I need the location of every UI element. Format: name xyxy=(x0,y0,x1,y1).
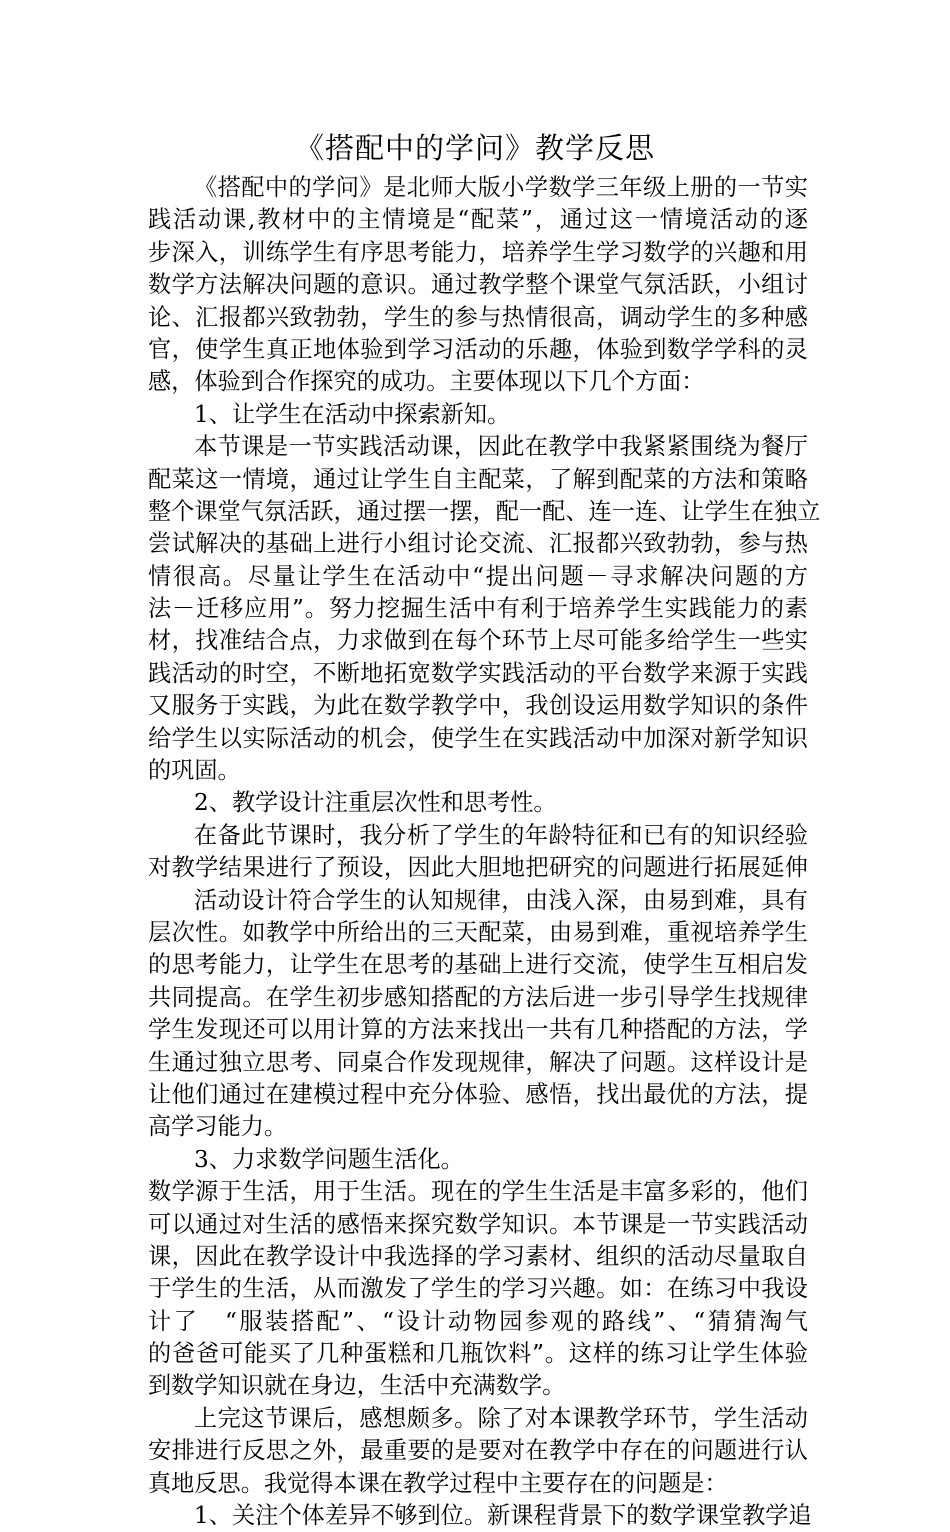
section-heading: 3、力求数学问题生活化。 xyxy=(194,1145,464,1173)
text-line: 步深入，训练学生有序思考能力，培养学生学习数学的兴趣和用 xyxy=(148,238,808,266)
text-line: 数学源于生活，用于生活。现在的学生生活是丰富多彩的，他们 xyxy=(148,1178,808,1206)
text-line: 真地反思。我觉得本课在教学过程中主要存在的问题是： xyxy=(148,1469,728,1497)
text-line: 让他们通过在建模过程中充分体验、感悟，找出最优的方法，提 xyxy=(148,1080,808,1108)
text-line: 生通过独立思考、同桌合作发现规律，解决了问题。这样设计是 xyxy=(148,1048,808,1076)
text-line: 到数学知识就在身边，生活中充满数学。 xyxy=(148,1372,566,1400)
text-line: 学生发现还可以用计算的方法来找出一共有几种搭配的方法，学 xyxy=(148,1016,808,1044)
text-line: 情很高。尽量让学生在活动中“提出问题－寻求解决问题的方 xyxy=(148,562,808,590)
text-line: 论、汇报都兴致勃勃，学生的参与热情很高，调动学生的多种感 xyxy=(148,303,808,331)
text-line: 践活动的时空，不断地拓宽数学实践活动的平台数学来源于实践 xyxy=(148,659,808,687)
text-line: 活动设计符合学生的认知规律，由浅入深，由易到难，具有 xyxy=(194,886,808,914)
text-line: 数学方法解决问题的意识。通过教学整个课堂气氛活跃，小组讨 xyxy=(148,271,808,299)
document-body xyxy=(148,172,821,1532)
text-line: 感，体验到合作探究的成功。主要体现以下几个方面： xyxy=(148,368,705,396)
text-line: 的巩固。 xyxy=(148,757,241,785)
text-line: 共同提高。在学生初步感知搭配的方法后进一步引导学生找规律 xyxy=(148,983,808,1011)
text-line: 可以通过对生活的感悟来探究数学知识。本节课是一节实践活动 xyxy=(148,1210,808,1238)
text-line: 践活动课,教材中的主情境是“配菜”，通过这一情境活动的逐 xyxy=(148,206,808,234)
text-line: 在备此节课时，我分析了学生的年龄特征和已有的知识经验 xyxy=(194,821,808,849)
text-line: 又服务于实践，为此在数学教学中，我创设运用数学知识的条件 xyxy=(148,692,808,720)
text-line: 配菜这一情境，通过让学生自主配菜，了解到配菜的方法和策略 xyxy=(148,465,808,493)
text-line: 于学生的生活，从而激发了学生的学习兴趣。如：在练习中我设 xyxy=(148,1275,808,1303)
text-line: 《搭配中的学问》是北师大版小学数学三年级上册的一节实 xyxy=(194,174,808,201)
page-title: 《搭配中的学问》教学反思 xyxy=(294,131,655,165)
text-line: 整个课堂气氛活跃，通过摆一摆，配一配、连一连、让学生在独立 xyxy=(148,497,821,525)
text-line: 材，找准结合点，力求做到在每个环节上尽可能多给学生一些实 xyxy=(148,627,808,655)
section-heading: 1、让学生在活动中探索新知。 xyxy=(194,400,511,428)
text-line: 的爸爸可能买了几种蛋糕和几瓶饮料”。这样的练习让学生体验 xyxy=(148,1340,808,1368)
text-line: 上完这节课后，感想颇多。除了对本课教学环节，学生活动 xyxy=(194,1404,808,1432)
text-line: 层次性。如教学中所给出的三天配菜，由易到难，重视培养学生 xyxy=(148,918,808,946)
text-line: 法－迁移应用”。努力挖掘生活中有利于培养学生实践能力的素 xyxy=(148,595,808,623)
text-line: 的思考能力，让学生在思考的基础上进行交流，使学生互相启发 xyxy=(148,951,808,979)
text-line: 给学生以实际活动的机会，使学生在实践活动中加深对新学知识 xyxy=(148,724,808,752)
text-line: 对教学结果进行了预设，因此大胆地把研究的问题进行拓展延伸 xyxy=(148,854,808,882)
text-line: 本节课是一节实践活动课，因此在教学中我紧紧围绕为餐厅 xyxy=(194,433,808,461)
text-line: 计了 “服装搭配”、“设计动物园参观的路线”、“猜猜淘气 xyxy=(148,1307,808,1335)
section-heading: 2、教学设计注重层次性和思考性。 xyxy=(194,789,557,817)
text-line: 官，使学生真正地体验到学习活动的乐趣，体验到数学学科的灵 xyxy=(148,335,808,363)
text-line: 安排进行反思之外，最重要的是要对在教学中存在的问题进行认 xyxy=(148,1437,808,1465)
text-line: 课，因此在教学设计中我选择的学习素材、组织的活动尽量取自 xyxy=(148,1242,808,1270)
text-line: 高学习能力。 xyxy=(148,1113,288,1141)
text-line: 1、关注个体差异不够到位。新课程背景下的数学课堂教学追 xyxy=(194,1502,812,1530)
text-line: 尝试解决的基础上进行小组讨论交流、汇报都兴致勃勃，参与热 xyxy=(148,530,808,558)
